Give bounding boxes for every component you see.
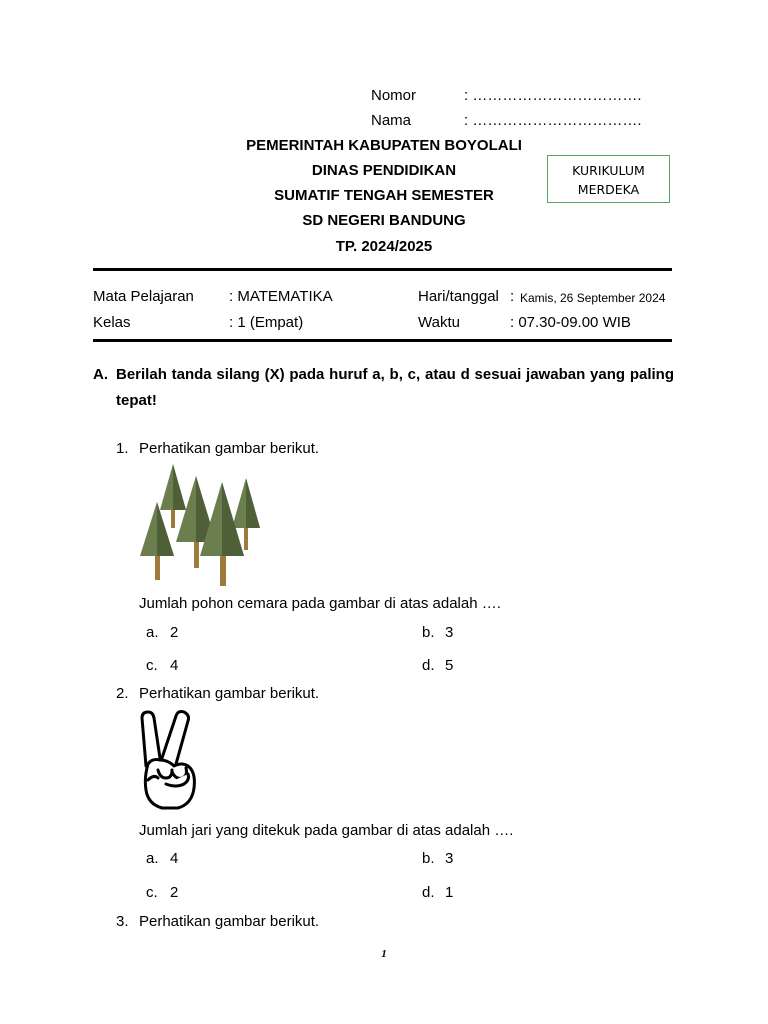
q1-option-a-text: 2 xyxy=(170,624,179,641)
pine-tree-icon xyxy=(160,464,186,528)
pine-tree-icon xyxy=(200,482,244,586)
page-number: 1 xyxy=(381,948,387,960)
q1-prompt: Perhatikan gambar berikut. xyxy=(139,440,320,457)
q1-option-c-letter: c. xyxy=(146,657,158,674)
class-value: : 1 (Empat) xyxy=(229,314,304,331)
nama-value: : ……………………………. xyxy=(464,112,642,129)
class-label: Kelas xyxy=(93,314,131,331)
header-school-year: TP. 2024/2025 xyxy=(335,238,433,255)
subject-value: : MATEMATIKA xyxy=(229,288,333,305)
subject-label: Mata Pelajaran xyxy=(93,288,194,305)
header-government: PEMERINTAH KABUPATEN BOYOLALI xyxy=(246,137,522,154)
section-letter: A. xyxy=(93,366,108,383)
curriculum-badge xyxy=(547,155,670,203)
q1-option-c-text: 4 xyxy=(170,657,179,674)
q1-option-d-letter: d. xyxy=(422,657,435,674)
badge-line-2: MERDEKA xyxy=(577,182,640,197)
day-label: Hari/tanggal xyxy=(418,288,499,305)
q1-option-b-letter: b. xyxy=(422,624,435,641)
q3-number: 3. xyxy=(116,913,129,930)
day-colon: : xyxy=(510,288,515,305)
pine-tree-icon xyxy=(140,502,174,580)
q1-number: 1. xyxy=(116,440,129,457)
q2-option-d-text: 1 xyxy=(445,884,454,901)
q3-prompt: Perhatikan gambar berikut. xyxy=(139,913,320,930)
q1-question: Jumlah pohon cemara pada gambar di atas adalah …. xyxy=(139,595,501,612)
nama-label: Nama xyxy=(371,112,412,129)
pine-trees-image xyxy=(138,462,266,590)
q2-number: 2. xyxy=(116,685,129,702)
header-school: SD NEGERI BANDUNG xyxy=(302,212,466,229)
q2-option-c-letter: c. xyxy=(146,884,158,901)
q2-question: Jumlah jari yang ditekuk pada gambar di atas adalah …. xyxy=(139,822,514,839)
instruction-text: Berilah tanda silang (X) pada huruf a, b, c, atau d sesuai jawaban yang paling tepat! xyxy=(116,366,674,409)
q2-prompt: Perhatikan gambar berikut. xyxy=(139,685,320,702)
header-divider-top xyxy=(93,268,672,271)
time-value: : 07.30-09.00 WIB xyxy=(510,314,631,331)
q2-option-a-letter: a. xyxy=(146,850,159,867)
q2-option-b-letter: b. xyxy=(422,850,435,867)
badge-line-1: KURIKULUM xyxy=(572,163,645,178)
q1-option-a-letter: a. xyxy=(146,624,159,641)
q2-option-d-letter: d. xyxy=(422,884,435,901)
nomor-value: : ……………………………. xyxy=(464,87,642,104)
section-a-instruction xyxy=(93,362,674,414)
q1-option-b-text: 3 xyxy=(445,624,454,641)
q2-option-c-text: 2 xyxy=(170,884,179,901)
header-exam-title: SUMATIF TENGAH SEMESTER xyxy=(274,187,494,204)
peace-sign-hand-icon xyxy=(138,708,200,814)
day-value: Kamis, 26 September 2024 xyxy=(520,291,666,305)
q2-option-a-text: 4 xyxy=(170,850,179,867)
nomor-label: Nomor xyxy=(371,87,417,104)
q2-option-b-text: 3 xyxy=(445,850,454,867)
time-label: Waktu xyxy=(418,314,460,331)
q1-option-d-text: 5 xyxy=(445,657,454,674)
header-department: DINAS PENDIDIKAN xyxy=(311,162,457,179)
header-divider-bottom xyxy=(93,339,672,342)
